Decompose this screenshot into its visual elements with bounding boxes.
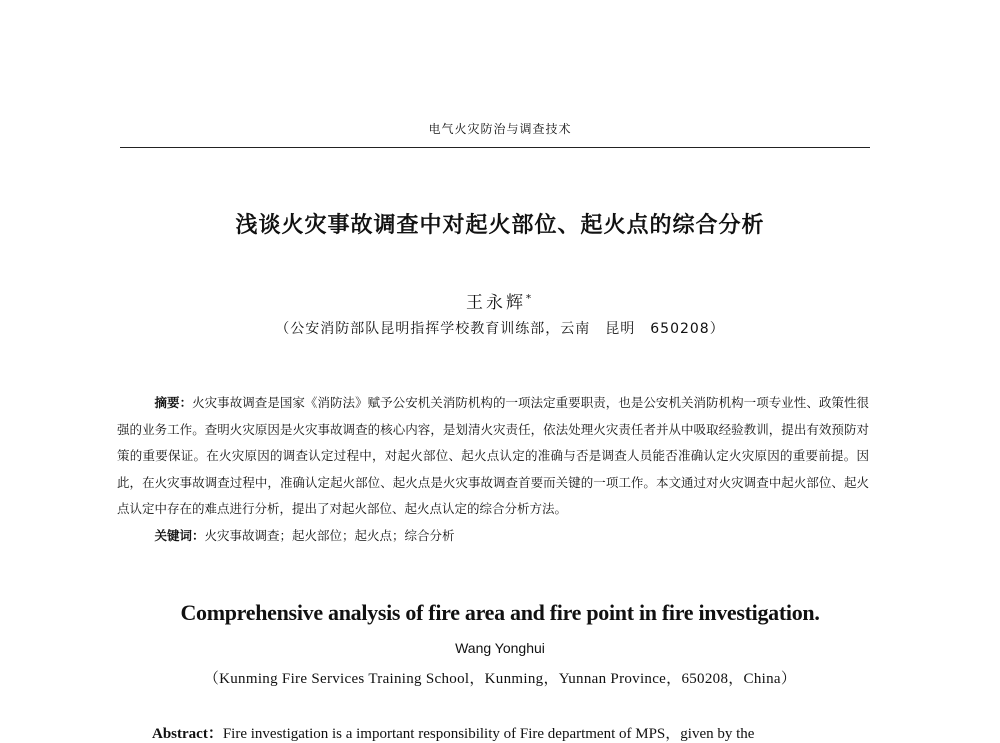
- abstract-en: [152, 722, 882, 743]
- author-cn: [0, 288, 1000, 313]
- paper-title-en: Comprehensive analysis of fire area and fire point in fire investigation.: [180, 600, 820, 625]
- abstract-cn-label: 摘要：: [154, 395, 193, 410]
- header-rule: [120, 147, 870, 148]
- abstract-en-label: Abstract：: [152, 726, 223, 742]
- keywords-label: 关键词：: [154, 527, 205, 543]
- author-name-cn: 王永辉: [466, 293, 526, 313]
- keywords: [117, 523, 869, 550]
- paper-title-cn: 浅谈火灾事故调查中对起火部位、起火点的综合分析: [235, 213, 765, 238]
- author-footnote-mark: *: [526, 293, 534, 305]
- abstract-en-text: Fire investigation is a important responsibility of Fire department of MPS，given by the: [222, 726, 755, 742]
- affiliation-en: （Kunming Fire Services Training School，Kunming，Yunnan Province，650208，China）: [203, 671, 797, 687]
- abstract-cn-text: 火灾事故调查是国家《消防法》赋予公安机关消防机构的一项法定重要职责，也是公安机关消防机构一项专业性、政策性很强的业务工作。查明火灾原因是火灾事故调查的核心内容，是划清火灾责任，依法处理火灾责任者并从中吸取经验教训，提出有效预防对策的重要保证。在火灾原因的调查认定过程中，对起火部位、起火点认定的准确与否是调查人员能否准确认定火灾原因的重要前提。因此，在火灾事故调查过程中，准确认定起火部位、起火点是火灾事故调查首要而关键的一项工作。本文通过对火灾调查中起火部位、起火点认定中存在的难点进行分析，提出了对起火部位、起火点认定的综合分析方法。: [117, 395, 869, 516]
- running-head: 电气火灾防治与调查技术: [428, 122, 572, 136]
- affiliation-cn: （公安消防部队昆明指挥学校教育训练部，云南 昆明 650208）: [275, 321, 725, 337]
- abstract-cn-paragraph: [117, 390, 869, 523]
- author-en: Wang Yonghui: [455, 640, 545, 656]
- keywords-text: 火灾事故调查；起火部位；起火点；综合分析: [204, 527, 455, 543]
- abstract-cn: [117, 390, 869, 549]
